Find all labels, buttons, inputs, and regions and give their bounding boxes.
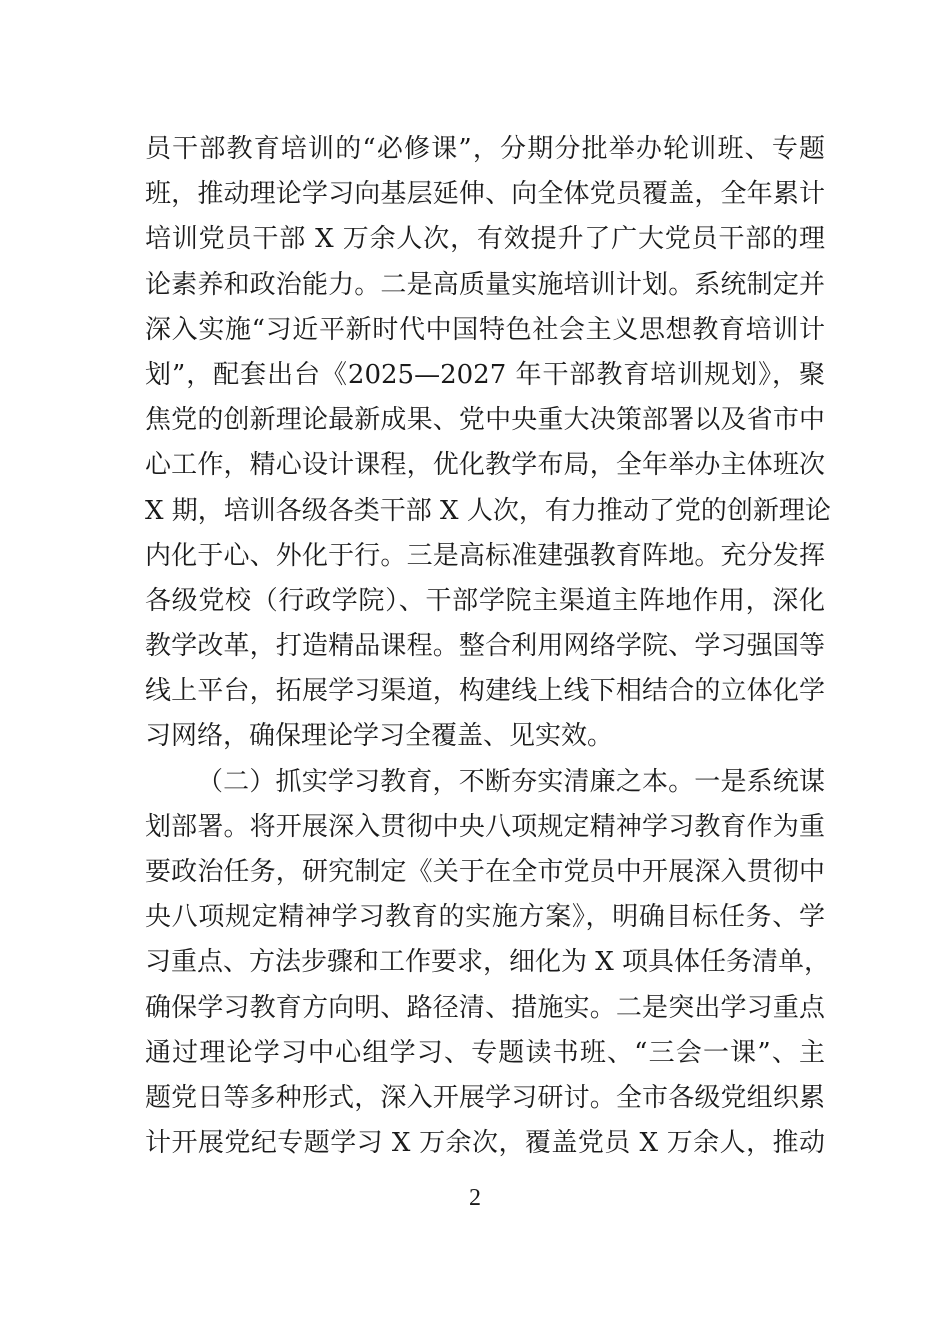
text-line: 要政治任务，研究制定《关于在全市党员中开展深入贯彻中	[145, 857, 825, 887]
text-line: 计开展党纪专题学习 X 万余次，覆盖党员 X 万余人，推动	[145, 1128, 825, 1159]
text-line: 习重点、方法步骤和工作要求，细化为 X 项具体任务清单，	[145, 947, 831, 978]
text-line: 内化于心、外化于行。三是高标准建强教育阵地。充分发挥	[145, 540, 825, 571]
text-line: 线上平台，拓展学习渠道，构建线上线下相结合的立体化学	[145, 676, 825, 707]
text-line: 心工作，精心设计课程，优化教学布局，全年举办主体班次	[145, 450, 825, 481]
text-line: 教学改革，打造精品课程。整合利用网络学院、学习强国等	[145, 631, 825, 662]
section-heading-line: （二）抓实学习教育，不断夯实清廉之本。一是系统谋	[197, 766, 825, 797]
text-line: 班，推动理论学习向基层延伸、向全体党员覆盖，全年累计	[145, 179, 825, 210]
text-line: 员干部教育培训的“必修课”，分期分批举办轮训班、专题	[145, 134, 825, 164]
text-line: 划部署。将开展深入贯彻中央八项规定精神学习教育作为重	[145, 811, 825, 842]
text-line: 央八项规定精神学习教育的实施方案》，明确目标任务、学	[145, 902, 825, 933]
text-line: 各级党校（行政学院）、干部学院主渠道主阵地作用，深化	[145, 585, 825, 616]
text-line: 确保学习教育方向明、路径清、措施实。二是突出学习重点	[145, 992, 825, 1023]
text-line: 划”，配套出台《2025—2027 年干部教育培训规划》，聚	[145, 359, 825, 390]
text-line: 焦党的创新理论最新成果、党中央重大决策部署以及省市中	[145, 405, 825, 436]
text-line: 培训党员干部 X 万余人次，有效提升了广大党员干部的理	[145, 224, 825, 255]
body-text	[145, 127, 831, 1166]
text-line: 题党日等多种形式，深入开展学习研讨。全市各级党组织累	[145, 1082, 825, 1113]
page-number: 2	[469, 1185, 481, 1211]
text-line: 论素养和政治能力。二是高质量实施培训计划。系统制定并	[145, 269, 825, 300]
text-line: 通过理论学习中心组学习、专题读书班、“三会一课”、主	[145, 1037, 825, 1068]
paragraph-end-line: 习网络，确保理论学习全覆盖、见实效。	[145, 721, 614, 752]
text-line: X 期，培训各级各类干部 X 人次，有力推动了党的创新理论	[145, 495, 831, 526]
text-line: 深入实施“习近平新时代中国特色社会主义思想教育培训计	[145, 314, 825, 345]
